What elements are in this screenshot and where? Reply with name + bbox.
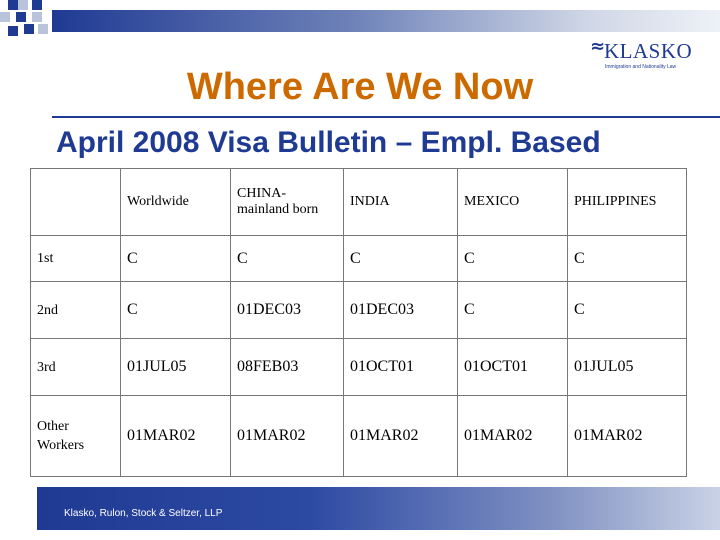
decor-square: [8, 0, 18, 10]
row-label: Other Workers: [31, 396, 121, 477]
table-cell: 01MAR02: [458, 396, 568, 477]
decor-square: [8, 26, 18, 36]
column-header: CHINA-mainland born: [231, 169, 344, 236]
table-cell: C: [121, 236, 231, 282]
row-label: 2nd: [31, 282, 121, 339]
table-cell: 01MAR02: [568, 396, 687, 477]
table-row: [31, 236, 687, 282]
column-header: MEXICO: [458, 169, 568, 236]
table-cell: 01MAR02: [344, 396, 458, 477]
logo-wave-icon: ≈: [590, 36, 606, 57]
table-cell: 01MAR02: [121, 396, 231, 477]
table-cell: C: [458, 282, 568, 339]
table-cell: 01OCT01: [458, 339, 568, 396]
table-cell: 01JUL05: [121, 339, 231, 396]
decor-square: [18, 0, 28, 10]
table-cell: 01MAR02: [231, 396, 344, 477]
title-divider: [52, 116, 720, 118]
table-cell: C: [568, 236, 687, 282]
table-header-row: [31, 169, 687, 236]
table-cell: C: [231, 236, 344, 282]
table-cell: 01DEC03: [231, 282, 344, 339]
decor-square: [0, 12, 10, 22]
column-header: [31, 169, 121, 236]
decor-square: [32, 0, 42, 10]
row-label: 3rd: [31, 339, 121, 396]
table-cell: 01JUL05: [568, 339, 687, 396]
row-label: 1st: [31, 236, 121, 282]
column-header: INDIA: [344, 169, 458, 236]
column-header: Worldwide: [121, 169, 231, 236]
decor-square: [38, 24, 48, 34]
slide-title: Where Are We Now: [186, 66, 534, 108]
slide-subtitle: April 2008 Visa Bulletin – Empl. Based: [56, 126, 601, 159]
table-cell: C: [344, 236, 458, 282]
table-cell: 08FEB03: [231, 339, 344, 396]
table-cell: 01OCT01: [344, 339, 458, 396]
logo-tagline: Immigration and Nationality Law: [605, 64, 677, 70]
decor-square: [16, 12, 26, 22]
table-cell: 01DEC03: [344, 282, 458, 339]
table-cell: C: [458, 236, 568, 282]
footer-text: Klasko, Rulon, Stock & Seltzer, LLP: [64, 508, 223, 519]
header-gradient-bar: [52, 10, 720, 32]
table-row: [31, 396, 687, 477]
logo-name: KLASKO: [604, 39, 693, 63]
decor-square: [32, 12, 42, 22]
table-row: [31, 339, 687, 396]
decor-square: [24, 24, 34, 34]
table-row: [31, 282, 687, 339]
column-header: PHILIPPINES: [568, 169, 687, 236]
visa-bulletin-table: [30, 168, 687, 477]
table-cell: C: [121, 282, 231, 339]
table-cell: C: [568, 282, 687, 339]
